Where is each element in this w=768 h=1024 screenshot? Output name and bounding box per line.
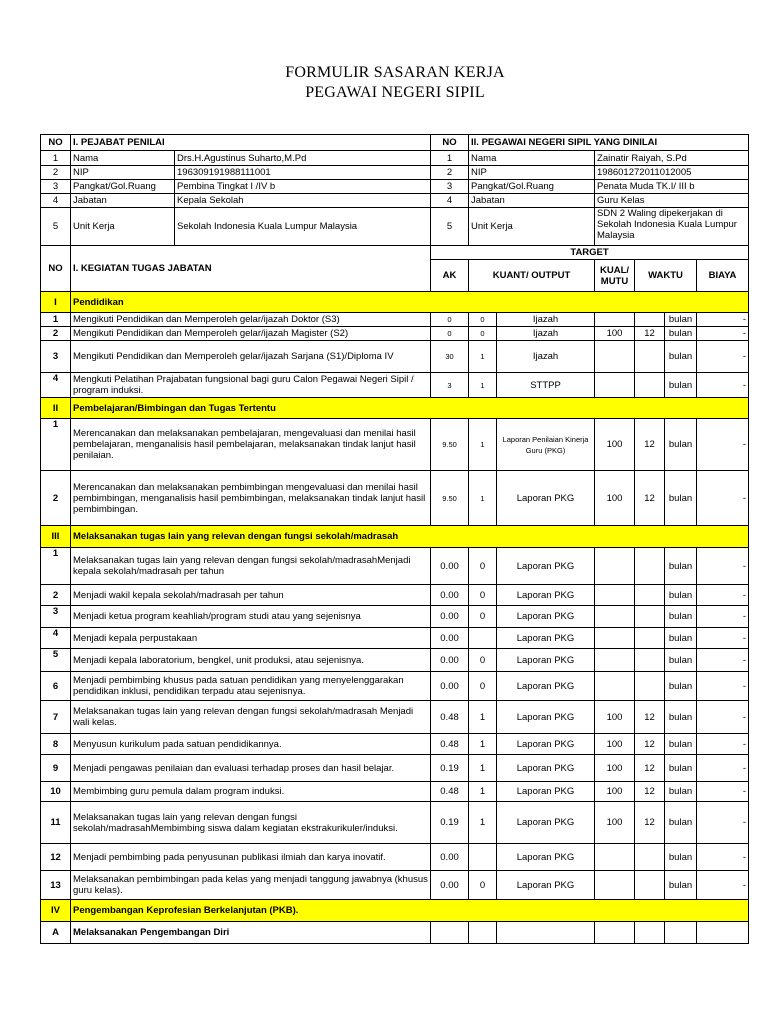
row-waktu-n — [635, 628, 665, 649]
row-biaya: - — [697, 649, 749, 672]
table-row — [41, 782, 749, 802]
row-biaya: - — [697, 341, 749, 373]
identity-no: 2 — [41, 166, 71, 180]
header-no: NO — [41, 135, 71, 151]
row-biaya: - — [697, 755, 749, 782]
row-kuant: 0 — [469, 672, 497, 701]
identity-row — [41, 166, 749, 180]
row-biaya: - — [697, 844, 749, 871]
row-kegiatan: Menjadi kepala laboratorium, bengkel, unit produksi, atau sejenisnya. — [71, 649, 431, 672]
row-kuant: 0 — [469, 649, 497, 672]
table-row — [41, 471, 749, 526]
row-no: 9 — [41, 755, 71, 782]
row-ak: 0.48 — [431, 734, 469, 755]
row-waktu-unit: bulan — [665, 755, 697, 782]
row-kuant: 0 — [469, 585, 497, 606]
row-output: Laporan PKG — [497, 649, 595, 672]
row-output: Laporan PKG — [497, 585, 595, 606]
identity-label: Nama — [71, 151, 175, 166]
row-mutu: 100 — [595, 734, 635, 755]
row-kegiatan: Menjadi wakil kepala sekolah/madrasah per tahun — [71, 585, 431, 606]
row-waktu-unit: bulan — [665, 871, 697, 900]
row-kuant — [469, 628, 497, 649]
row-no: 3 — [41, 341, 71, 373]
header-no-2: NO — [431, 135, 469, 151]
row-kegiatan: Menjadi pembimbing pada penyusunan publikasi ilmiah dan karya inovatif. — [71, 844, 431, 871]
row-no: 13 — [41, 871, 71, 900]
row-kuant: 1 — [469, 734, 497, 755]
row-no: 2 — [41, 585, 71, 606]
identity-label: NIP — [71, 166, 175, 180]
section-title: Pendidikan — [71, 292, 749, 313]
waktu-header: WAKTU — [635, 260, 697, 292]
row-waktu-n — [635, 672, 665, 701]
row-waktu-unit: bulan — [665, 419, 697, 471]
row-kuant — [469, 844, 497, 871]
row-biaya: - — [697, 327, 749, 341]
penilai-value: Kepala Sekolah — [175, 194, 431, 208]
row-output: Ijazah — [497, 341, 595, 373]
row-mutu: 100 — [595, 419, 635, 471]
row-waktu-n: 12 — [635, 419, 665, 471]
identity-no-2: 5 — [431, 208, 469, 246]
row-ak: 9.50 — [431, 471, 469, 526]
table-row — [41, 548, 749, 585]
identity-label: Jabatan — [71, 194, 175, 208]
row-biaya: - — [697, 606, 749, 628]
row-output: Laporan PKG — [497, 606, 595, 628]
row-no: 10 — [41, 782, 71, 802]
table-row — [41, 672, 749, 701]
kegiatan-header-row — [41, 246, 749, 260]
row-no: 4 — [41, 373, 71, 398]
header-pejabat-penilai: I. PEJABAT PENILAI — [71, 135, 431, 151]
row-no: 4 — [41, 628, 71, 649]
section-code: III — [41, 526, 71, 548]
row-biaya: - — [697, 471, 749, 526]
row-kegiatan: Mengikuti Pendidikan dan Memperoleh gelar/ijazah Doktor (S3) — [71, 313, 431, 327]
row-no: 2 — [41, 471, 71, 526]
row-mutu — [595, 341, 635, 373]
dinilai-value: SDN 2 Waling dipekerjakan di Sekolah Indonesia Kuala Lumpur Malaysia — [595, 208, 749, 246]
row-kuant: 1 — [469, 419, 497, 471]
row-ak: 0 — [431, 327, 469, 341]
section-title: Pengembangan Keprofesian Berkelanjutan (PKB). — [71, 900, 749, 922]
row-kuant: 1 — [469, 701, 497, 734]
row-ak: 0.00 — [431, 649, 469, 672]
row-ak: 0.00 — [431, 585, 469, 606]
empty-cell — [595, 922, 635, 944]
row-output: Laporan Penilaian Kinerja Guru (PKG) — [497, 419, 595, 471]
row-waktu-unit: bulan — [665, 585, 697, 606]
identity-no-2: 3 — [431, 180, 469, 194]
table-row — [41, 341, 749, 373]
row-waktu-n — [635, 844, 665, 871]
identity-label-2: Nama — [469, 151, 595, 166]
sasaran-kerja-table — [40, 134, 749, 944]
row-waktu-n: 12 — [635, 471, 665, 526]
row-mutu: 100 — [595, 327, 635, 341]
row-biaya: - — [697, 628, 749, 649]
row-output: Ijazah — [497, 313, 595, 327]
row-kegiatan: Melaksanakan tugas lain yang relevan dengan fungsi sekolah/madrasah Menjadi wali kelas. — [71, 701, 431, 734]
row-waktu-n: 12 — [635, 782, 665, 802]
row-kegiatan: Mengkuti Pelatihan Prajabatan fungsional bagi guru Calon Pegawai Negeri Sipil / program induksi. — [71, 373, 431, 398]
row-waktu-unit: bulan — [665, 606, 697, 628]
row-waktu-unit: bulan — [665, 844, 697, 871]
row-output: Laporan PKG — [497, 548, 595, 585]
row-no: 3 — [41, 606, 71, 628]
row-output: Laporan PKG — [497, 672, 595, 701]
row-ak: 0 — [431, 313, 469, 327]
row-kuant: 0 — [469, 548, 497, 585]
row-no: 7 — [41, 701, 71, 734]
row-biaya: - — [697, 734, 749, 755]
row-kegiatan: Mengikuti Pendidikan dan Memperoleh gelar/ijazah Magister (S2) — [71, 327, 431, 341]
row-waktu-n — [635, 548, 665, 585]
penilai-value: Pembina Tingkat I /IV b — [175, 180, 431, 194]
row-ak: 0.00 — [431, 628, 469, 649]
identity-label: Pangkat/Gol.Ruang — [71, 180, 175, 194]
row-kuant: 1 — [469, 373, 497, 398]
row-output: Ijazah — [497, 327, 595, 341]
identity-header-row — [41, 135, 749, 151]
row-mutu: 100 — [595, 701, 635, 734]
row-kuant: 0 — [469, 606, 497, 628]
row-mutu — [595, 548, 635, 585]
row-kuant: 1 — [469, 341, 497, 373]
row-kegiatan: Merencanakan dan melaksanakan pembimbingan mengevaluasi dan menilai hasil pembimbingan, menganalisis hasil pembimbingan, melaksanakan tindak lanjut hasil pembimbingan. — [71, 471, 431, 526]
table-row — [41, 373, 749, 398]
ak-header: AK — [431, 260, 469, 292]
empty-cell — [665, 922, 697, 944]
identity-label-2: NIP — [469, 166, 595, 180]
row-kuant: 1 — [469, 802, 497, 844]
row-waktu-unit: bulan — [665, 327, 697, 341]
row-mutu — [595, 373, 635, 398]
row-no: 1 — [41, 313, 71, 327]
table-row — [41, 755, 749, 782]
row-kuant: 1 — [469, 782, 497, 802]
row-output: STTPP — [497, 373, 595, 398]
row-kegiatan: Melaksanakan pembimbingan pada kelas yang menjadi tanggung jawabnya (khusus guru kelas). — [71, 871, 431, 900]
row-waktu-unit: bulan — [665, 649, 697, 672]
row-waktu-unit: bulan — [665, 734, 697, 755]
identity-row — [41, 194, 749, 208]
empty-cell — [431, 922, 469, 944]
row-waktu-n — [635, 606, 665, 628]
row-no: 12 — [41, 844, 71, 871]
row-mutu — [595, 649, 635, 672]
empty-cell — [697, 922, 749, 944]
section-row — [41, 526, 749, 548]
section-title: Melaksanakan tugas lain yang relevan dengan fungsi sekolah/madrasah — [71, 526, 749, 548]
row-kegiatan: Menjadi kepala perpustakaan — [71, 628, 431, 649]
identity-no: 3 — [41, 180, 71, 194]
table-row — [41, 734, 749, 755]
section-code: II — [41, 398, 71, 419]
row-ak: 0.00 — [431, 871, 469, 900]
identity-no-2: 4 — [431, 194, 469, 208]
row-no: 1 — [41, 548, 71, 585]
row-waktu-n — [635, 649, 665, 672]
row-ak: 30 — [431, 341, 469, 373]
row-mutu — [595, 585, 635, 606]
row-ak: 0.48 — [431, 701, 469, 734]
row-output: Laporan PKG — [497, 701, 595, 734]
empty-cell — [497, 922, 595, 944]
row-waktu-unit: bulan — [665, 548, 697, 585]
kegiatan-header-no: NO — [41, 246, 71, 292]
row-kuant: 0 — [469, 313, 497, 327]
dinilai-value: 198601272011012005 — [595, 166, 749, 180]
row-waktu-n: 12 — [635, 802, 665, 844]
row-kegiatan: Menjadi pembimbing khusus pada satuan pendidikan yang menyelenggarakan pendidikan inklusi, pendidikan terpadu atau sejenisnya. — [71, 672, 431, 701]
dinilai-value: Penata Muda TK.I/ III b — [595, 180, 749, 194]
identity-no: 4 — [41, 194, 71, 208]
section-code: I — [41, 292, 71, 313]
identity-row — [41, 208, 749, 246]
table-row — [41, 313, 749, 327]
row-kegiatan: Melaksanakan Pengembangan Diri — [71, 922, 431, 944]
header-pns-dinilai: II. PEGAWAI NEGERI SIPIL YANG DINILAI — [469, 135, 749, 151]
table-row — [41, 419, 749, 471]
row-output: Laporan PKG — [497, 755, 595, 782]
row-ak: 9.50 — [431, 419, 469, 471]
row-ak: 0.19 — [431, 802, 469, 844]
row-output: Laporan PKG — [497, 628, 595, 649]
table-row — [41, 628, 749, 649]
form-title-line2: PEGAWAI NEGERI SIPIL — [305, 84, 485, 101]
identity-label-2: Jabatan — [469, 194, 595, 208]
row-kuant: 1 — [469, 755, 497, 782]
row-biaya: - — [697, 313, 749, 327]
row-biaya: - — [697, 548, 749, 585]
penilai-value: Drs.H.Agustinus Suharto,M.Pd — [175, 151, 431, 166]
penilai-value: 196309191988111001 — [175, 166, 431, 180]
table-row — [41, 844, 749, 871]
row-waktu-unit: bulan — [665, 802, 697, 844]
row-output: Laporan PKG — [497, 471, 595, 526]
row-kegiatan: Merencanakan dan melaksanakan pembelajaran, mengevaluasi dan menilai hasil pembelajaran, menganalisis hasil pembelajaran, melaksanakan tindak lanjut hasil penilaian. — [71, 419, 431, 471]
row-waktu-n — [635, 313, 665, 327]
biaya-header: BIAYA — [697, 260, 749, 292]
row-biaya: - — [697, 782, 749, 802]
table-row — [41, 922, 749, 944]
row-kegiatan: Mengikuti Pendidikan dan Memperoleh gelar/ijazah Sarjana (S1)/Diploma IV — [71, 341, 431, 373]
row-waktu-unit: bulan — [665, 782, 697, 802]
table-row — [41, 701, 749, 734]
row-mutu — [595, 628, 635, 649]
table-row — [41, 649, 749, 672]
row-waktu-n: 12 — [635, 701, 665, 734]
dinilai-value: Zainatir Raiyah, S.Pd — [595, 151, 749, 166]
identity-no: 5 — [41, 208, 71, 246]
form-title-line1: FORMULIR SASARAN KERJA — [285, 64, 505, 81]
row-output: Laporan PKG — [497, 844, 595, 871]
row-mutu — [595, 606, 635, 628]
row-waktu-unit: bulan — [665, 373, 697, 398]
row-waktu-n — [635, 585, 665, 606]
identity-row — [41, 180, 749, 194]
section-row — [41, 900, 749, 922]
section-code: IV — [41, 900, 71, 922]
empty-cell — [469, 922, 497, 944]
row-waktu-unit: bulan — [665, 471, 697, 526]
row-waktu-unit: bulan — [665, 628, 697, 649]
identity-label-2: Unit Kerja — [469, 208, 595, 246]
empty-cell — [635, 922, 665, 944]
row-biaya: - — [697, 672, 749, 701]
row-no: 6 — [41, 672, 71, 701]
section-row — [41, 398, 749, 419]
row-mutu: 100 — [595, 782, 635, 802]
row-mutu — [595, 844, 635, 871]
row-mutu: 100 — [595, 755, 635, 782]
row-no: A — [41, 922, 71, 944]
kuant-output-header: KUANT/ OUTPUT — [469, 260, 595, 292]
row-output: Laporan PKG — [497, 734, 595, 755]
row-kegiatan: Menjadi pengawas penilaian dan evaluasi terhadap proses dan hasil belajar. — [71, 755, 431, 782]
row-waktu-n — [635, 373, 665, 398]
row-waktu-unit: bulan — [665, 701, 697, 734]
row-waktu-n: 12 — [635, 755, 665, 782]
kual-mutu-header: KUAL/ MUTU — [595, 260, 635, 292]
row-kuant: 0 — [469, 871, 497, 900]
row-ak: 0.00 — [431, 844, 469, 871]
row-no: 1 — [41, 419, 71, 471]
row-waktu-unit: bulan — [665, 341, 697, 373]
row-ak: 0.00 — [431, 672, 469, 701]
identity-label-2: Pangkat/Gol.Ruang — [469, 180, 595, 194]
identity-no-2: 2 — [431, 166, 469, 180]
row-biaya: - — [697, 871, 749, 900]
table-row — [41, 327, 749, 341]
row-waktu-unit: bulan — [665, 313, 697, 327]
section-title: Pembelajaran/Bimbingan dan Tugas Tertentu — [71, 398, 749, 419]
row-mutu: 100 — [595, 802, 635, 844]
row-waktu-n — [635, 341, 665, 373]
row-kegiatan: Melaksanakan tugas lain yang relevan dengan fungsi sekolah/madrasahMenjadi kepala sekolah/madrasah per tahun — [71, 548, 431, 585]
row-biaya: - — [697, 802, 749, 844]
table-row — [41, 802, 749, 844]
row-biaya: - — [697, 373, 749, 398]
identity-row — [41, 151, 749, 166]
row-biaya: - — [697, 585, 749, 606]
row-no: 8 — [41, 734, 71, 755]
target-header: TARGET — [431, 246, 749, 260]
row-ak: 3 — [431, 373, 469, 398]
row-mutu — [595, 313, 635, 327]
row-mutu — [595, 871, 635, 900]
row-no: 11 — [41, 802, 71, 844]
row-waktu-n: 12 — [635, 734, 665, 755]
row-kegiatan: Membimbing guru pemula dalam program induksi. — [71, 782, 431, 802]
row-ak: 0.48 — [431, 782, 469, 802]
row-mutu — [595, 672, 635, 701]
row-output: Laporan PKG — [497, 871, 595, 900]
identity-label: Unit Kerja — [71, 208, 175, 246]
row-kegiatan: Menjadi ketua program keahliah/program studi atau yang sejenisnya — [71, 606, 431, 628]
table-row — [41, 871, 749, 900]
row-kegiatan: Menyusun kurikulum pada satuan pendidikannya. — [71, 734, 431, 755]
dinilai-value: Guru Kelas — [595, 194, 749, 208]
penilai-value: Sekolah Indonesia Kuala Lumpur Malaysia — [175, 208, 431, 246]
row-biaya: - — [697, 419, 749, 471]
row-no: 5 — [41, 649, 71, 672]
row-biaya: - — [697, 701, 749, 734]
row-mutu: 100 — [595, 471, 635, 526]
kegiatan-header-title: I. KEGIATAN TUGAS JABATAN — [71, 246, 431, 292]
row-kegiatan: Melaksanakan tugas lain yang relevan dengan fungsi sekolah/madrasahMembimbing siswa dalam kegiatan ekstrakurikuler/induksi. — [71, 802, 431, 844]
section-row — [41, 292, 749, 313]
row-output: Laporan PKG — [497, 782, 595, 802]
row-waktu-n — [635, 871, 665, 900]
row-ak: 0.19 — [431, 755, 469, 782]
identity-no: 1 — [41, 151, 71, 166]
row-waktu-unit: bulan — [665, 672, 697, 701]
identity-no-2: 1 — [431, 151, 469, 166]
row-kuant: 1 — [469, 471, 497, 526]
row-no: 2 — [41, 327, 71, 341]
row-ak: 0.00 — [431, 548, 469, 585]
table-row — [41, 606, 749, 628]
table-row — [41, 585, 749, 606]
row-waktu-n: 12 — [635, 327, 665, 341]
row-ak: 0.00 — [431, 606, 469, 628]
row-kuant: 0 — [469, 327, 497, 341]
row-output: Laporan PKG — [497, 802, 595, 844]
